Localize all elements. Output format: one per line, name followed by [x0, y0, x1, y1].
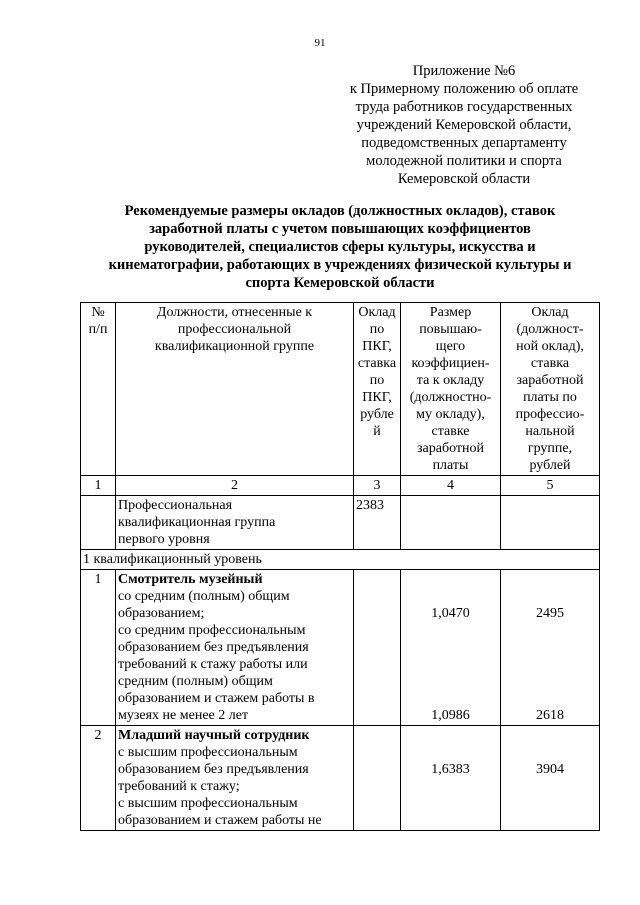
- group-name: [116, 496, 354, 550]
- group-base-salary: 2383: [354, 496, 401, 550]
- spacer: [403, 727, 498, 744]
- row-number: 1: [81, 570, 116, 726]
- table-row: [81, 570, 600, 726]
- header-text: по: [369, 373, 385, 388]
- header-text: Оклад: [531, 305, 569, 320]
- title-line: Рекомендуемые размеры окладов (должностных окладов), ставок: [124, 203, 556, 219]
- header-text: заработной: [417, 441, 484, 456]
- appendix-line: молодежной политики и спорта: [366, 153, 562, 169]
- header-text: заработной: [516, 373, 584, 388]
- position-desc-line: средним (полным) общим: [118, 674, 273, 689]
- spacer: [403, 690, 498, 707]
- group-name-line: квалификационная группа: [118, 515, 276, 530]
- title-line: заработной платы с учетом повышающих коэффициентов: [149, 221, 531, 237]
- salary-cell: [501, 570, 600, 726]
- header-text: №: [91, 305, 105, 320]
- header-text: повышаю-: [419, 322, 482, 337]
- header-text: платы: [432, 458, 469, 473]
- header-text: группе,: [527, 441, 573, 456]
- salary-table: [80, 302, 600, 831]
- header-text: нальной: [525, 424, 575, 439]
- position-desc-line: со средним профессиональным: [118, 623, 306, 638]
- column-number: 5: [501, 476, 600, 496]
- table-header-row: [81, 303, 600, 476]
- header-text: й: [373, 424, 381, 439]
- position-desc-line: с высшим профессиональным: [118, 745, 298, 760]
- header-text: Оклад: [358, 305, 396, 320]
- empty-cell: [501, 496, 600, 550]
- column-number: 4: [401, 476, 501, 496]
- coefficient-value: 1,6383: [431, 762, 470, 777]
- appendix-line: учреждений Кемеровской области,: [356, 117, 572, 133]
- appendix-line: труда работников государственных: [355, 99, 573, 115]
- document-title: [80, 202, 600, 292]
- header-text: рубле: [360, 407, 394, 422]
- salary-value: 2618: [536, 708, 564, 723]
- spacer: [403, 673, 498, 690]
- header-text: ПКГ,: [362, 390, 392, 405]
- spacer: [503, 571, 597, 588]
- page-number: 91: [314, 37, 326, 49]
- header-text: ставка: [530, 356, 570, 371]
- salary-value: 3904: [536, 762, 564, 777]
- appendix-line: Приложение №6: [412, 63, 516, 79]
- position-title: Младший научный сотрудник: [118, 728, 310, 743]
- spacer: [403, 639, 498, 656]
- position-desc-line: образованием и стажем работы не: [118, 813, 322, 828]
- header-text: (должностно-: [409, 390, 492, 405]
- header-text: ставка: [357, 356, 397, 371]
- header-text: профессиональной: [177, 322, 292, 337]
- row-number: 2: [81, 726, 116, 831]
- title-line: кинематографии, работающих в учреждениях физической культуры и: [108, 257, 572, 273]
- position-desc-line: требований к стажу работы или: [118, 657, 308, 672]
- salary-cell: [501, 726, 600, 831]
- header-position: [116, 303, 354, 476]
- column-number: 1: [81, 476, 116, 496]
- header-text: п/п: [88, 322, 108, 337]
- coefficient-value: 1,0986: [431, 708, 470, 723]
- position-desc-line: требований к стажу;: [118, 779, 240, 794]
- table-row: [81, 726, 600, 831]
- header-text: рублей: [529, 458, 571, 473]
- column-number-row: [81, 476, 600, 496]
- level-row: [81, 550, 600, 570]
- position-desc-line: образованием без предъявления: [118, 640, 309, 655]
- empty-cell: [81, 496, 116, 550]
- header-text: коэффициен-: [411, 356, 490, 371]
- spacer: [503, 622, 597, 639]
- appendix-line: Кемеровской области: [397, 171, 531, 187]
- spacer: [503, 656, 597, 673]
- spacer: [503, 744, 597, 761]
- spacer: [503, 727, 597, 744]
- header-text: платы по: [523, 390, 577, 405]
- header-text: ставке: [431, 424, 470, 439]
- group-name-line: Профессиональная: [118, 498, 233, 513]
- position-desc-line: со средним (полным) общим: [118, 589, 290, 604]
- position-cell: [116, 726, 354, 831]
- spacer: [503, 588, 597, 605]
- header-coefficient: [401, 303, 501, 476]
- position-desc-line: образованием;: [118, 606, 205, 621]
- appendix-line: подведомственных департаменту: [361, 135, 567, 151]
- qualification-level: 1 квалификационный уровень: [81, 550, 600, 570]
- column-number: 3: [354, 476, 401, 496]
- position-cell: [116, 570, 354, 726]
- spacer: [403, 571, 498, 588]
- spacer: [503, 639, 597, 656]
- group-row: [81, 496, 600, 550]
- header-text: (должност-: [516, 322, 584, 337]
- position-desc-line: с высшим профессиональным: [118, 796, 298, 811]
- position-desc-line: музеях не менее 2 лет: [118, 708, 249, 723]
- header-text: Размер: [429, 305, 472, 320]
- spacer: [503, 673, 597, 690]
- appendix-line: к Примерному положению об оплате: [349, 81, 579, 97]
- coefficient-value: 1,0470: [431, 606, 470, 621]
- coefficient-cell: [401, 726, 501, 831]
- spacer: [403, 744, 498, 761]
- column-number: 2: [116, 476, 354, 496]
- appendix-note: [328, 62, 600, 188]
- header-text: та к окладу: [416, 373, 485, 388]
- empty-cell: [354, 570, 401, 726]
- position-title: Смотритель музейный: [118, 572, 263, 587]
- position-desc-line: образованием и стажем работы в: [118, 691, 315, 706]
- header-text: по: [369, 322, 385, 337]
- coefficient-cell: [401, 570, 501, 726]
- group-name-line: первого уровня: [118, 532, 210, 547]
- header-base-salary: [354, 303, 401, 476]
- spacer: [403, 622, 498, 639]
- empty-cell: [401, 496, 501, 550]
- header-text: квалификационной группе: [154, 339, 315, 354]
- header-final-salary: [501, 303, 600, 476]
- header-text: ной оклад),: [516, 339, 584, 354]
- empty-cell: [354, 726, 401, 831]
- header-text: Должности, отнесенные к: [156, 305, 313, 320]
- position-desc-line: образованием без предъявления: [118, 762, 309, 777]
- header-text: ПКГ,: [362, 339, 392, 354]
- header-text: профессио-: [515, 407, 585, 422]
- spacer: [403, 588, 498, 605]
- spacer: [403, 656, 498, 673]
- header-text: щего: [435, 339, 466, 354]
- title-line: спорта Кемеровской области: [245, 275, 435, 291]
- spacer: [503, 690, 597, 707]
- header-text: му окладу),: [416, 407, 485, 422]
- title-line: руководителей, специалистов сферы культуры, искусства и: [144, 239, 536, 255]
- salary-value: 2495: [536, 606, 564, 621]
- header-number: [81, 303, 116, 476]
